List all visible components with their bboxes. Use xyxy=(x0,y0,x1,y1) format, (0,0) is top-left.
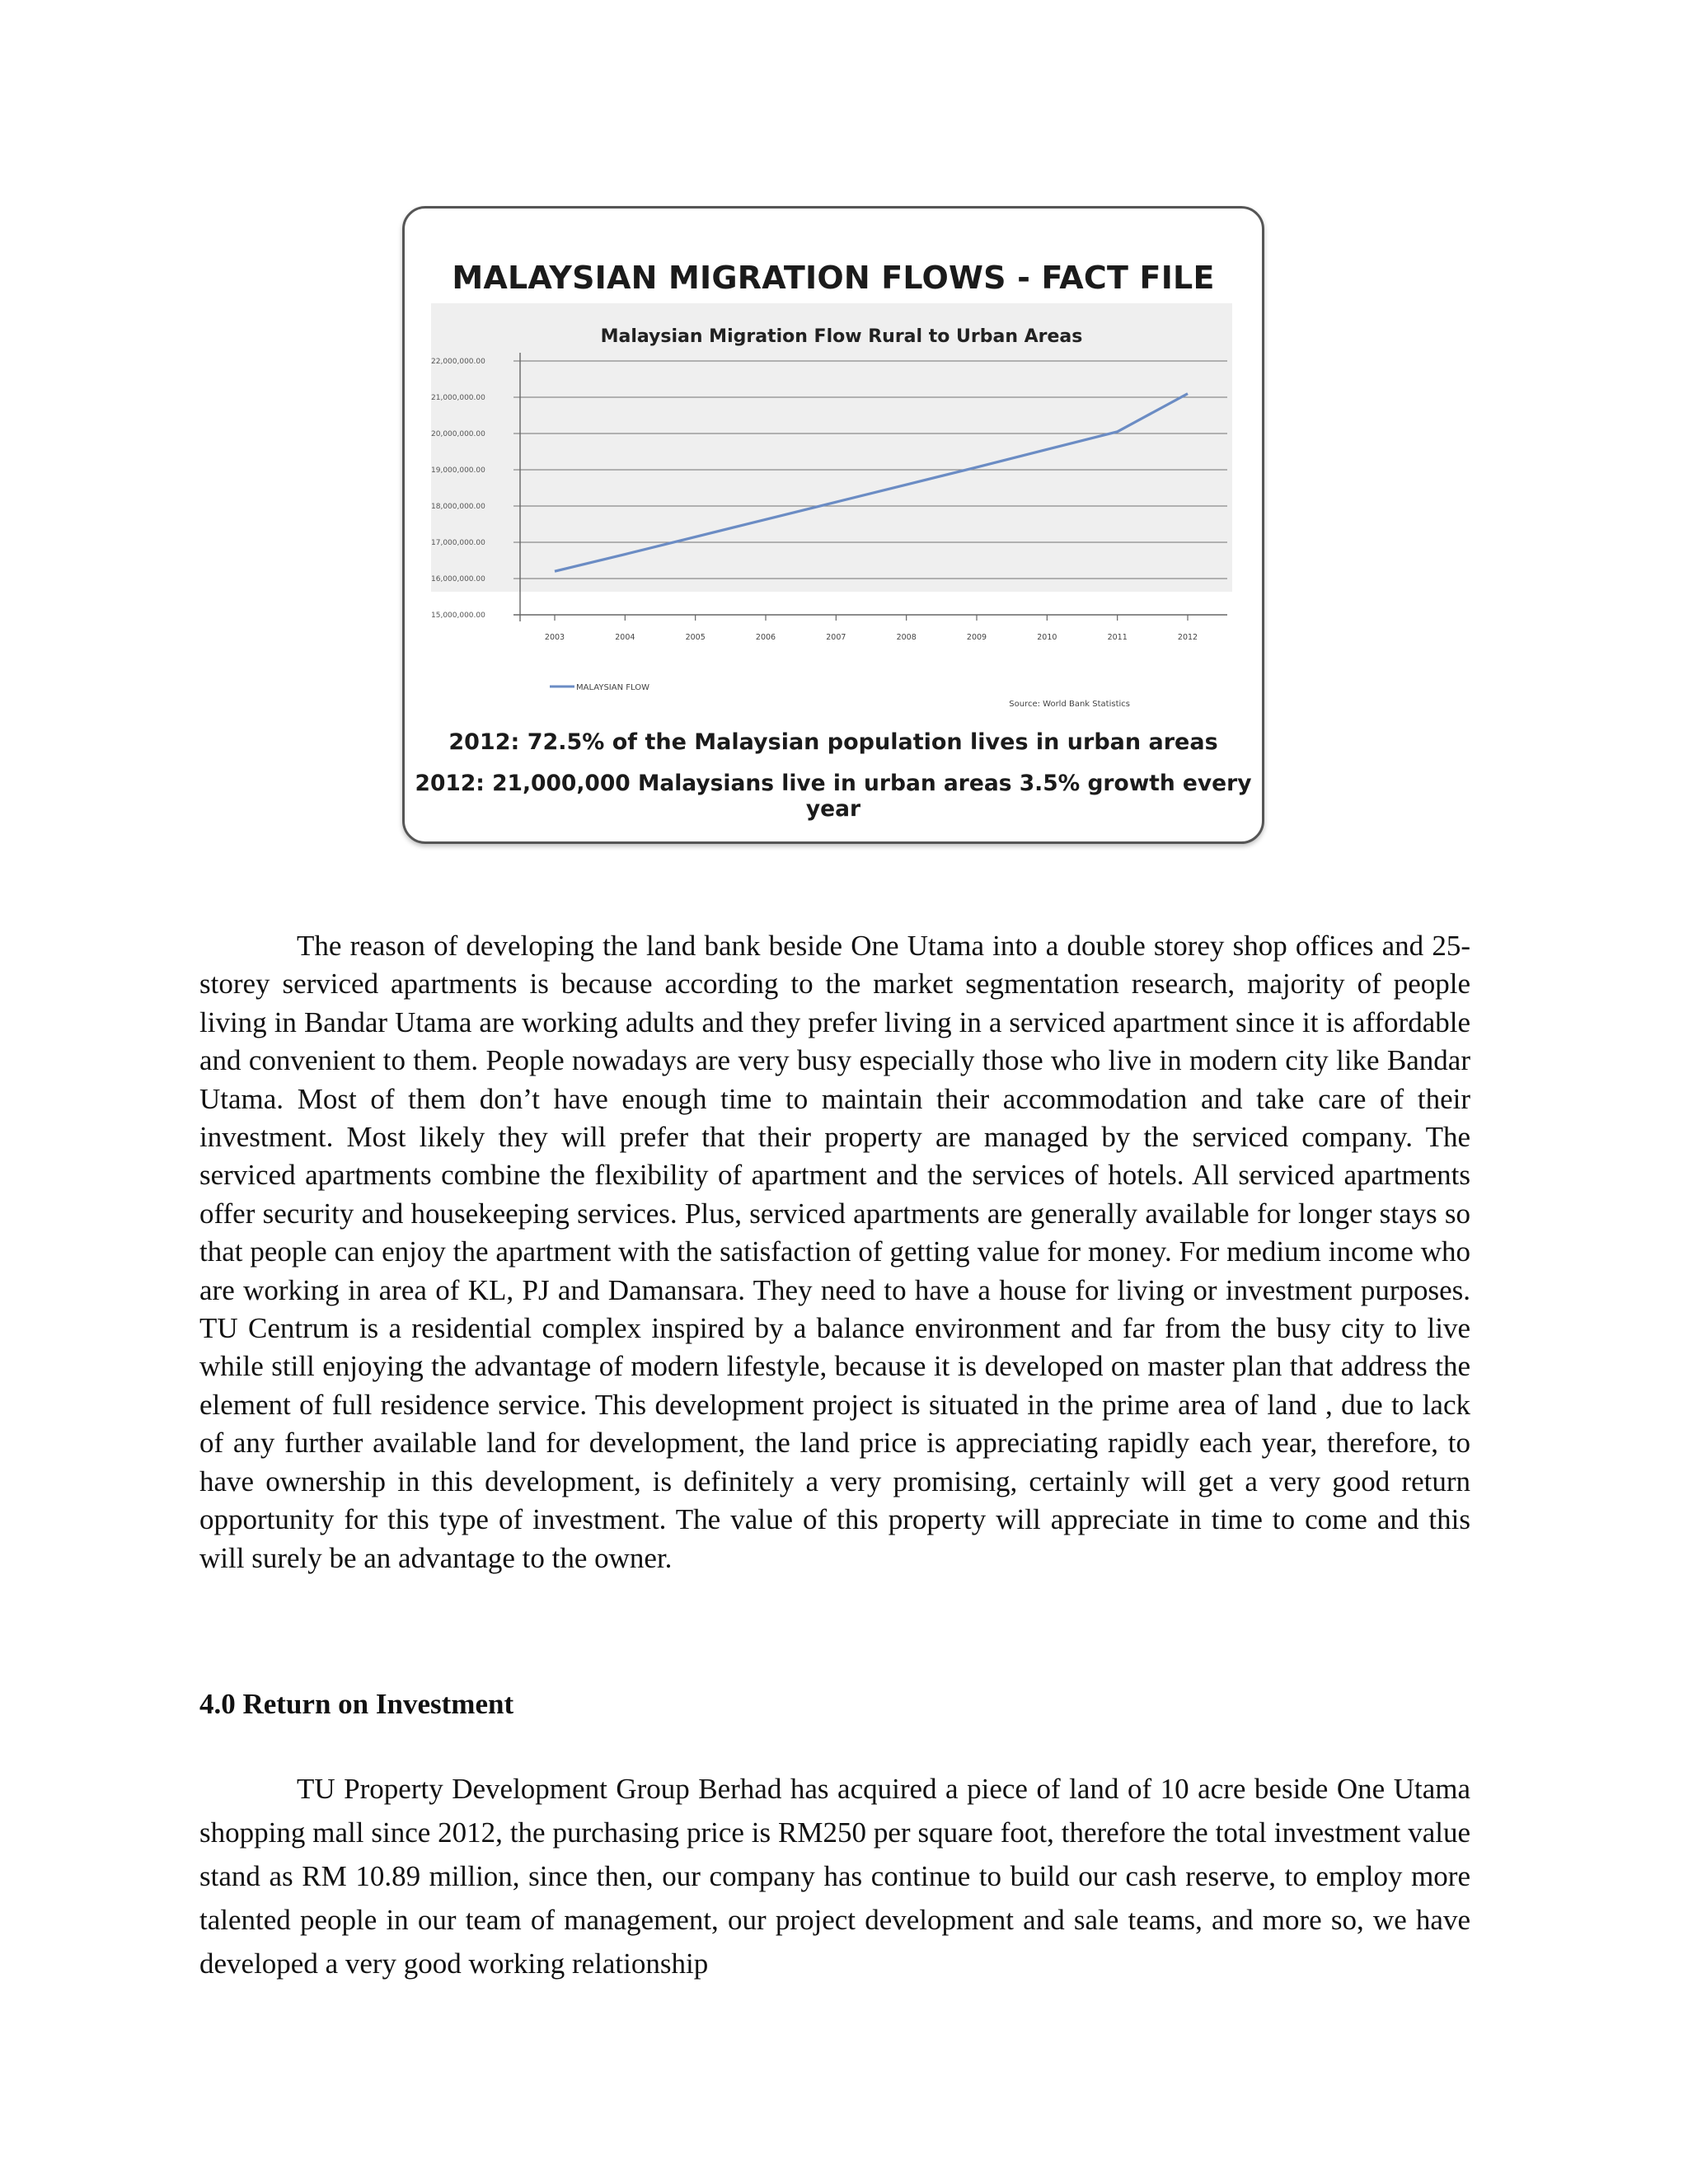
x-tick-label: 2006 xyxy=(755,633,776,642)
x-tick-label: 2004 xyxy=(615,633,635,642)
y-tick-label: 18,000,000.00 xyxy=(431,503,485,511)
section-heading-return-on-investment: 4.0 Return on Investment xyxy=(199,1688,514,1720)
y-tick-label: 16,000,000.00 xyxy=(431,575,485,583)
legend-label: MALAYSIAN FLOW xyxy=(576,683,649,692)
x-tick-label: 2012 xyxy=(1177,633,1198,642)
y-tick-label: 20,000,000.00 xyxy=(431,430,485,438)
fact-file-figure xyxy=(402,206,1264,844)
y-tick-label: 17,000,000.00 xyxy=(431,539,485,547)
x-tick-label: 2011 xyxy=(1107,633,1128,642)
fact-urban-population: 2012: 21,000,000 Malaysians live in urban areas 3.5% growth every year xyxy=(415,771,1252,822)
x-tick-label: 2009 xyxy=(966,633,987,642)
x-tick-label: 2010 xyxy=(1037,633,1057,642)
paragraph-market-rationale xyxy=(199,927,1470,1577)
paragraph-market-rationale-text: The reason of developing the land bank beside One Utama into a double storey shop offices and 25-storey serviced apartments is because according to the market segmentation research, majority of people living in Bandar Utama are working adults and they prefer living in a serviced apartment since it is affordable and convenient to them. People nowadays are very busy especially those who live in modern city like Bandar Utama. Most of them don’t have enough time to maintain their accommodation and take care of their investment. Most likely they will prefer that their property are managed by the serviced company. The serviced apartments combine the flexibility of apartment and the services of hotels. All serviced apartments offer security and housekeeping services. Plus, serviced apartments are generally available for longer stays so that people can enjoy the apartment with the satisfaction of getting value for money. For medium income who are working in area of KL, PJ and Damansara. They need to have a house for living or investment purposes. TU Centrum is a residential complex inspired by a balance environment and far from the busy city to live while still enjoying the advantage of modern lifestyle, because it is developed on master plan that address the element of full residence service. This development project is situated in the prime area of land , due to lack of any further available land for development, the land price is appreciating rapidly each year, therefore, to have ownership in this development, is definitely a very promising, certainly will get a very good return opportunity for this type of investment. The value of this property will appreciate in time to come and this will surely be an advantage to the owner. xyxy=(199,930,1470,1574)
chart-title: Malaysian Migration Flow Rural to Urban Areas xyxy=(600,326,1083,347)
paragraph-investment-details xyxy=(199,1767,1470,1985)
chart-x-axis-ticks xyxy=(545,615,1198,642)
y-tick-label: 22,000,000.00 xyxy=(431,358,485,366)
x-tick-label: 2007 xyxy=(826,633,846,642)
y-tick-label: 19,000,000.00 xyxy=(431,466,485,475)
paragraph-investment-details-text: TU Property Development Group Berhad has acquired a piece of land of 10 acre beside One Utama shopping mall since 2012, the purchasing price is RM250 per square foot, therefore the total investment value stand as RM 10.89 million, since then, our company has continue to build our cash reserve, to employ more talented people in our team of management, our project development and sale teams, and more so, we have developed a very good working relationship xyxy=(199,1773,1470,1980)
fact-urban-percentage: 2012: 72.5% of the Malaysian population lives in urban areas xyxy=(448,729,1218,755)
x-tick-label: 2003 xyxy=(544,633,565,642)
x-tick-label: 2008 xyxy=(896,633,917,642)
y-tick-label: 21,000,000.00 xyxy=(431,394,485,402)
chart-source-note: Source: World Bank Statistics xyxy=(1009,700,1130,709)
y-tick-label: 15,000,000.00 xyxy=(431,612,485,620)
x-tick-label: 2005 xyxy=(685,633,706,642)
fact-file-title: MALAYSIAN MIGRATION FLOWS - FACT FILE xyxy=(452,260,1215,296)
